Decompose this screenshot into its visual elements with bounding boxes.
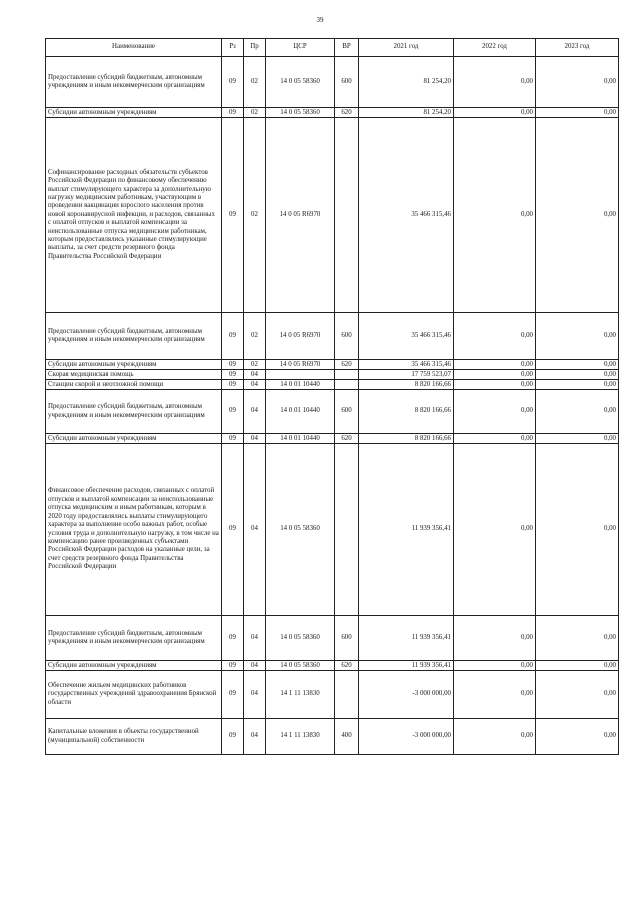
cell-pr: 04 [244,370,266,380]
header-csr: ЦСР [266,39,335,57]
cell-csr: 14 0 05 58360 [266,57,335,108]
table-row [46,108,619,118]
cell-2022: 0,00 [454,360,536,370]
cell-pr: 02 [244,360,266,370]
table-row [46,444,619,616]
cell-name: Субсидии автономным учреждениям [46,661,222,671]
cell-rz: 09 [222,360,244,370]
cell-rz: 09 [222,434,244,444]
table-row [46,313,619,360]
cell-csr: 14 0 01 10440 [266,390,335,434]
cell-2023: 0,00 [536,118,619,313]
header-rz: Рз [222,39,244,57]
cell-2022: 0,00 [454,108,536,118]
cell-vr: 600 [335,57,359,108]
cell-name: Субсидии автономным учреждениям [46,434,222,444]
cell-rz: 09 [222,57,244,108]
cell-2023: 0,00 [536,661,619,671]
table-header-row [46,39,619,57]
table-row [46,719,619,755]
cell-pr: 02 [244,57,266,108]
table-row [46,390,619,434]
cell-2021: 81 254,20 [359,57,454,108]
cell-2021: 8 820 166,66 [359,434,454,444]
cell-2023: 0,00 [536,313,619,360]
cell-csr: 14 0 05 R6970 [266,360,335,370]
cell-2021: 35 466 315,46 [359,118,454,313]
cell-name: Обеспечение жильем медицинских работников государственных учреждений здравоохранения Брянской области [46,671,222,719]
cell-pr: 02 [244,108,266,118]
cell-2023: 0,00 [536,719,619,755]
cell-2021: 11 939 356,41 [359,661,454,671]
table-row [46,616,619,661]
cell-2021: -3 000 000,00 [359,671,454,719]
cell-2021: 11 939 356,41 [359,444,454,616]
cell-csr: 14 0 01 10440 [266,380,335,390]
cell-vr: 620 [335,661,359,671]
cell-2022: 0,00 [454,313,536,360]
cell-csr: 14 0 05 58360 [266,108,335,118]
cell-csr [266,370,335,380]
header-2021: 2021 год [359,39,454,57]
cell-2022: 0,00 [454,434,536,444]
cell-rz: 09 [222,390,244,434]
table-row [46,360,619,370]
cell-vr [335,380,359,390]
cell-name: Предоставление субсидий бюджетным, автономным учреждениям и иным некоммерческим организациям [46,390,222,434]
cell-2022: 0,00 [454,380,536,390]
cell-vr: 600 [335,616,359,661]
cell-csr: 14 0 05 R6970 [266,118,335,313]
cell-pr: 04 [244,444,266,616]
cell-name: Капитальные вложения в объекты государственной (муниципальной) собственности [46,719,222,755]
cell-rz: 09 [222,661,244,671]
cell-2022: 0,00 [454,118,536,313]
cell-2021: 81 254,20 [359,108,454,118]
cell-name: Субсидии автономным учреждениям [46,108,222,118]
cell-pr: 04 [244,380,266,390]
cell-pr: 04 [244,661,266,671]
cell-name: Субсидии автономным учреждениям [46,360,222,370]
cell-pr: 04 [244,434,266,444]
cell-csr: 14 1 11 13830 [266,671,335,719]
cell-csr: 14 1 11 13830 [266,719,335,755]
cell-2022: 0,00 [454,390,536,434]
cell-2022: 0,00 [454,661,536,671]
cell-2023: 0,00 [536,616,619,661]
cell-2021: 11 939 356,41 [359,616,454,661]
cell-name: Финансовое обеспечение расходов, связанных с оплатой отпусков и выплатой компенсации за неиспользованные отпуска медицинским и иным работникам, которым в 2020 году предоставлялись выплаты стимулирующего характера за выполнение особо важных работ, особые условия труда и дополнительную нагрузку, в том числе на компенсацию ранее произведенных субъектами Российской Федерации расходов на указанные цели, за счет средств резервного фонда Правительства Российской Федерации [46,444,222,616]
cell-rz: 09 [222,444,244,616]
cell-2023: 0,00 [536,108,619,118]
cell-2021: 35 466 315,46 [359,313,454,360]
cell-pr: 04 [244,616,266,661]
header-name: Наименование [46,39,222,57]
cell-vr: 620 [335,434,359,444]
header-vr: ВР [335,39,359,57]
cell-csr: 14 0 01 10440 [266,434,335,444]
cell-rz: 09 [222,616,244,661]
table-row [46,434,619,444]
budget-table [45,38,619,755]
cell-2021: 35 466 315,46 [359,360,454,370]
cell-csr: 14 0 05 58360 [266,444,335,616]
cell-2022: 0,00 [454,719,536,755]
cell-rz: 09 [222,108,244,118]
cell-csr: 14 0 05 58360 [266,616,335,661]
cell-pr: 04 [244,390,266,434]
cell-name: Предоставление субсидий бюджетным, автономным учреждениям и иным некоммерческим организациям [46,616,222,661]
cell-2022: 0,00 [454,616,536,661]
cell-2023: 0,00 [536,390,619,434]
cell-vr: 620 [335,108,359,118]
table-row [46,661,619,671]
cell-2022: 0,00 [454,444,536,616]
cell-rz: 09 [222,313,244,360]
header-pr: Пр [244,39,266,57]
cell-2023: 0,00 [536,57,619,108]
cell-2021: 8 820 166,66 [359,380,454,390]
cell-name: Предоставление субсидий бюджетным, автономным учреждениям и иным некоммерческим организациям [46,57,222,108]
table-row [46,118,619,313]
page-number: 39 [316,16,324,24]
cell-vr: 620 [335,360,359,370]
header-2023: 2023 год [536,39,619,57]
cell-name: Скорая медицинская помощь [46,370,222,380]
cell-vr [335,370,359,380]
cell-2023: 0,00 [536,380,619,390]
cell-name: Станции скорой и неотложной помощи [46,380,222,390]
cell-pr: 04 [244,719,266,755]
cell-pr: 02 [244,118,266,313]
cell-2022: 0,00 [454,370,536,380]
cell-vr [335,118,359,313]
table-row [46,370,619,380]
cell-vr [335,444,359,616]
cell-pr: 04 [244,671,266,719]
header-2022: 2022 год [454,39,536,57]
cell-2023: 0,00 [536,434,619,444]
cell-rz: 09 [222,118,244,313]
cell-2021: 17 759 523,07 [359,370,454,380]
cell-2021: -3 000 000,00 [359,719,454,755]
cell-csr: 14 0 05 58360 [266,661,335,671]
cell-csr: 14 0 05 R6970 [266,313,335,360]
cell-rz: 09 [222,380,244,390]
cell-2022: 0,00 [454,57,536,108]
cell-rz: 09 [222,719,244,755]
table-row [46,671,619,719]
cell-vr: 400 [335,719,359,755]
cell-vr [335,671,359,719]
cell-rz: 09 [222,671,244,719]
cell-2023: 0,00 [536,671,619,719]
cell-2023: 0,00 [536,370,619,380]
cell-2021: 8 820 166,66 [359,390,454,434]
table-row [46,380,619,390]
cell-vr: 600 [335,390,359,434]
cell-rz: 09 [222,370,244,380]
cell-2023: 0,00 [536,360,619,370]
cell-name: Софинансирование расходных обязательств субъектов Российской Федерации по финансовому обеспечению выплат стимулирующего характера за дополнительную нагрузку медицинским работникам, участвующим в проведении вакцинации взрослого населения против новой коронавирусной инфекции, и расходов, связанных с оплатой отпусков и выплатой компенсации за неиспользованные отпуска медицинским работникам, которым предоставлялись указанные стимулирующие выплаты, за счет средств резервного фонда Правительства Российской Федерации [46,118,222,313]
table-row [46,57,619,108]
cell-vr: 600 [335,313,359,360]
cell-pr: 02 [244,313,266,360]
cell-2023: 0,00 [536,444,619,616]
cell-name: Предоставление субсидий бюджетным, автономным учреждениям и иным некоммерческим организациям [46,313,222,360]
cell-2022: 0,00 [454,671,536,719]
